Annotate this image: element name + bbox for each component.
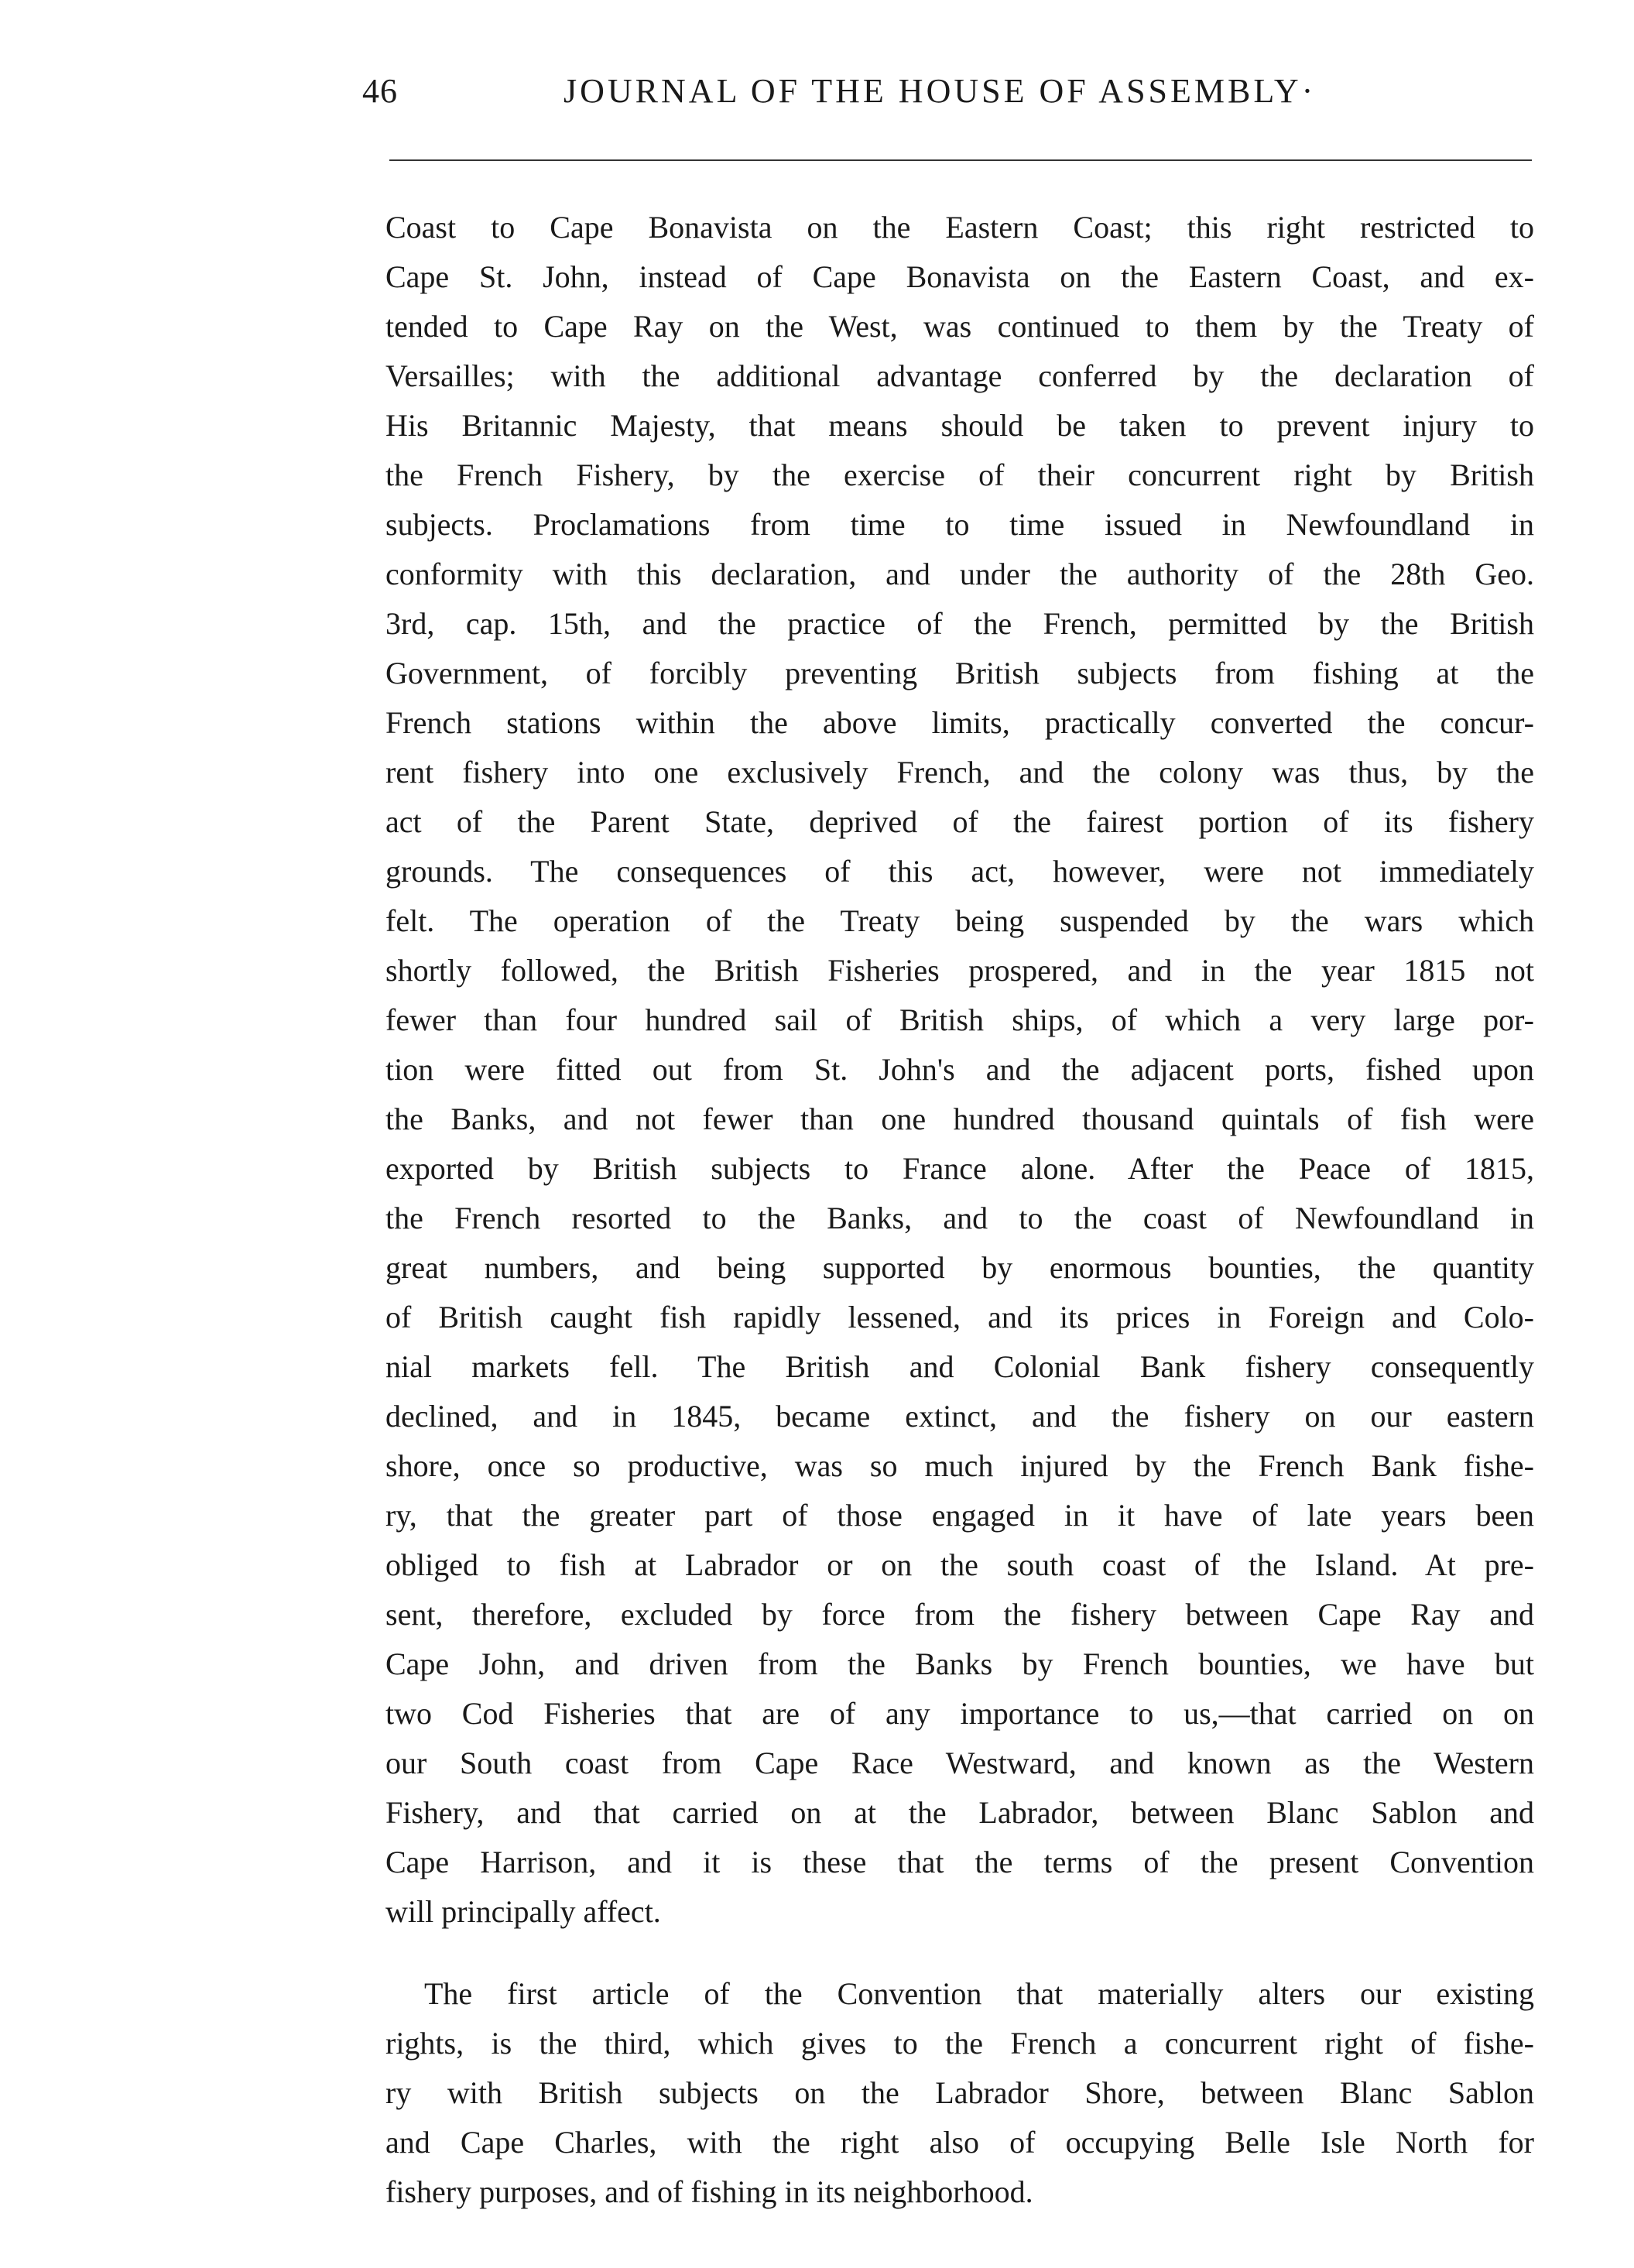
text-line: the French Fishery, by the exercise of their concurrent right by British [385, 457, 1534, 492]
text-line: obliged to fish at Labrador or on the south coast of the Island. At pre- [385, 1547, 1534, 1582]
text-line: His Britannic Majesty, that means should be taken to prevent injury to [385, 408, 1534, 443]
text-line: will principally affect. [385, 1894, 661, 1929]
text-line: exported by British subjects to France alone. After the Peace of 1815, [385, 1151, 1534, 1186]
text-line: and Cape Charles, with the right also of occupying Belle Isle North for [385, 2125, 1534, 2160]
text-line: sent, therefore, excluded by force from the fishery between Cape Ray and [385, 1597, 1534, 1632]
text-line: shore, once so productive, was so much injured by the French Bank fishe- [385, 1448, 1534, 1483]
text-line: the French resorted to the Banks, and to the coast of Newfoundland in [385, 1201, 1534, 1235]
text-line: conformity with this declaration, and under the authority of the 28th Geo. [385, 557, 1534, 591]
text-line: felt. The operation of the Treaty being suspended by the wars which [385, 903, 1534, 938]
text-line: French stations within the above limits, practically converted the concur- [385, 705, 1534, 740]
text-line: ry, that the greater part of those engaged in it have of late years been [385, 1498, 1534, 1533]
page-number: 46 [362, 72, 398, 110]
text-line: great numbers, and being supported by enormous bounties, the quantity [385, 1250, 1534, 1285]
body-text [385, 203, 1534, 2217]
text-line: Cape John, and driven from the Banks by French bounties, we have but [385, 1646, 1534, 1681]
text-line: Versailles; with the additional advantage conferred by the declaration of [385, 358, 1534, 393]
text-line: The first article of the Convention that materially alters our existing [424, 1976, 1534, 2011]
text-line: nial markets fell. The British and Colonial Bank fishery consequently [385, 1349, 1534, 1384]
text-line: declined, and in 1845, became extinct, and the fishery on our eastern [385, 1399, 1534, 1434]
text-line: two Cod Fisheries that are of any importance to us,—that carried on on [385, 1696, 1534, 1731]
text-line: fewer than four hundred sail of British ships, of which a very large por- [385, 1002, 1534, 1037]
text-line: subjects. Proclamations from time to time issued in Newfoundland in [385, 507, 1534, 542]
text-line: rent fishery into one exclusively French, and the colony was thus, by the [385, 755, 1534, 790]
text-line: Coast to Cape Bonavista on the Eastern Coast; this right restricted to [385, 210, 1534, 245]
text-line: rights, is the third, which gives to the French a concurrent right of fishe- [385, 2026, 1534, 2061]
header-rule [389, 159, 1532, 161]
text-line: act of the Parent State, deprived of the fairest portion of its fishery [385, 804, 1534, 839]
text-line: our South coast from Cape Race Westward, and known as the Western [385, 1746, 1534, 1780]
running-head [362, 71, 1534, 125]
paragraph-1 [385, 203, 1534, 1937]
text-line: grounds. The consequences of this act, however, were not immediately [385, 854, 1534, 889]
text-line: of British caught fish rapidly lessened, and its prices in Foreign and Colo- [385, 1300, 1534, 1334]
text-line: Government, of forcibly preventing British subjects from fishing at the [385, 656, 1534, 690]
text-line: Fishery, and that carried on at the Labrador, between Blanc Sablon and [385, 1795, 1534, 1830]
text-line: tended to Cape Ray on the West, was continued to them by the Treaty of [385, 309, 1534, 344]
text-line: fishery purposes, and of fishing in its neighborhood. [385, 2174, 1033, 2209]
text-line: Cape Harrison, and it is these that the terms of the present Convention [385, 1845, 1534, 1879]
text-line: shortly followed, the British Fisheries prospered, and in the year 1815 not [385, 953, 1534, 988]
text-line: ry with British subjects on the Labrador Shore, between Blanc Sablon [385, 2075, 1534, 2110]
text-line: Cape St. John, instead of Cape Bonavista on the Eastern Coast, and ex- [385, 259, 1534, 294]
text-line: tion were fitted out from St. John's and the adjacent ports, fished upon [385, 1052, 1534, 1087]
text-line: the Banks, and not fewer than one hundred thousand quintals of fish were [385, 1101, 1534, 1136]
journal-title: JOURNAL OF THE HOUSE OF ASSEMBLY· [564, 72, 1317, 110]
text-line: 3rd, cap. 15th, and the practice of the French, permitted by the British [385, 606, 1534, 641]
paragraph-2 [385, 1969, 1534, 2217]
